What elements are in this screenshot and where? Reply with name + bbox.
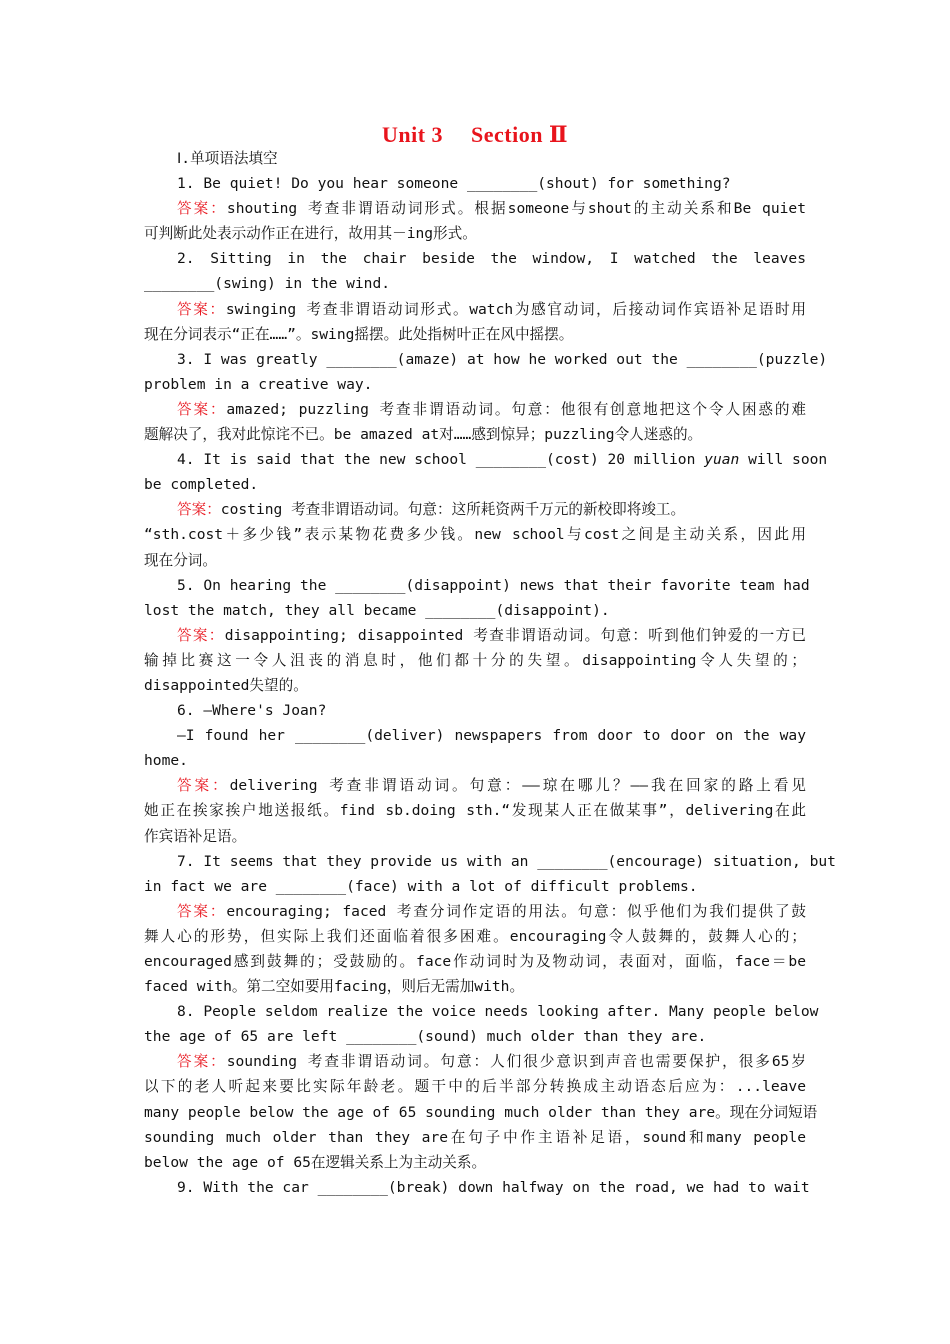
question-7-line-2: in fact we are ________(face) with a lot of difficult problems. <box>144 877 698 895</box>
answer-7-line-3: encouraged感到鼓舞的；受鼓励的。face作动词时为及物动词，表面对，面临，face＝be <box>144 953 806 970</box>
question-7-line-1: 7. It seems that they provide us with an ________(encourage) situation, but <box>177 852 836 870</box>
answer-1-line-1: 答案：shouting 考查非谓语动词形式。根据someone与shout的主动关系和Be quiet <box>177 200 806 218</box>
question-5-line-2: lost the match, they all became ________(disappoint). <box>144 601 610 619</box>
question-4-line-1: 4. It is said that the new school ________(cost) 20 million yuan will soon <box>177 451 828 469</box>
question-6-line-3: home. <box>144 752 188 770</box>
question-8-line-2: the age of 65 are left ________(sound) much older than they are. <box>144 1028 707 1046</box>
answer-7-line-1: 答案：encouraging; faced 考查分词作定语的用法。句意：似乎他们为我们提供了鼓 <box>177 902 806 920</box>
question-1-line-1: 1. Be quiet! Do you hear someone ________(shout) for something? <box>177 175 731 193</box>
answer-label: 答案： <box>177 777 230 795</box>
answer-label: 答案： <box>177 400 227 418</box>
unit-label: Unit 3 <box>381 122 444 147</box>
section-label: Section Ⅱ <box>471 122 569 147</box>
answer-4-line-1: 答案：costing 考查非谓语动词。句意：这所耗资两千万元的新校即将竣工。 <box>177 501 686 519</box>
answer-3-line-2: 题解决了，我对此惊诧不已。be amazed at对……感到惊异；puzzling令人迷惑的。 <box>144 426 703 444</box>
answer-8-line-5: below the age of 65在逻辑关系上为主动关系。 <box>144 1153 487 1171</box>
page-title <box>0 122 950 148</box>
answer-5-line-3: disappointed失望的。 <box>144 676 308 694</box>
answer-label: 答案： <box>177 501 221 519</box>
answer-6-line-1: 答案：delivering 考查非谓语动词。句意：——琼在哪儿？——我在回家的路上看见 <box>177 777 806 795</box>
answer-8-line-1: 答案：sounding 考查非谓语动词。句意：人们很少意识到声音也需要保护，很多65岁 <box>177 1053 806 1071</box>
answer-4-line-3: 现在分词。 <box>144 551 217 569</box>
answer-2-line-2: 现在分词表示“正在……”。swing摇摆。此处指树叶正在风中摇摆。 <box>144 325 574 343</box>
answer-label: 答案： <box>177 626 225 644</box>
answer-8-line-4: sounding much older than they are在句子中作主语补足语，sound和many people <box>144 1128 806 1146</box>
answer-label: 答案： <box>177 902 227 920</box>
answer-8-line-2: 以下的老人听起来要比实际年龄老。题干中的后半部分转换成主动语态后应为：...leave <box>144 1078 806 1096</box>
question-8-line-1: 8. People seldom realize the voice needs looking after. Many people below <box>177 1003 819 1021</box>
question-2-line-1: 2. Sitting in the chair beside the window, I watched the leaves <box>177 250 806 268</box>
answer-5-line-2: 输掉比赛这一令人沮丧的消息时，他们都十分的失望。disappointing令人失望的； <box>144 651 806 669</box>
answer-5-line-1: 答案：disappointing; disappointed 考查非谓语动词。句意：听到他们钟爱的一方已 <box>177 626 806 644</box>
answer-1-line-2: 可判断此处表示动作正在进行，故用其－ing形式。 <box>144 225 477 243</box>
answer-4-line-2: “sth.cost＋多少钱”表示某物花费多少钱。new school与cost之间是主动关系，因此用 <box>144 526 806 544</box>
question-3-line-2: problem in a creative way. <box>144 375 373 393</box>
question-2-line-2: ________(swing) in the wind. <box>144 275 391 293</box>
question-4-line-2: be completed. <box>144 476 259 494</box>
answer-7-line-2: 舞人心的形势，但实际上我们还面临着很多困难。encouraging令人鼓舞的，鼓舞人心的； <box>144 927 806 945</box>
exercise-content <box>144 146 836 1200</box>
answer-6-line-2: 她正在挨家挨户地送报纸。find sb.doing sth.“发现某人正在做某事”，delivering在此 <box>144 802 806 820</box>
section-heading: Ⅰ.单项语法填空 <box>177 150 278 167</box>
answer-8-line-3: many people below the age of 65 sounding much older than they are。现在分词短语 <box>144 1103 818 1121</box>
answer-label: 答案： <box>177 1053 227 1071</box>
question-9-line-1: 9. With the car ________(break) down halfway on the road, we had to wait <box>177 1178 810 1196</box>
answer-2-line-1: 答案：swinging 考查非谓语动词形式。watch为感官动词，后接动词作宾语补足语时用 <box>177 300 806 318</box>
question-5-line-1: 5. On hearing the ________(disappoint) news that their favorite team had <box>177 576 810 594</box>
question-6-line-1: 6. —Where's Joan? <box>177 702 327 720</box>
question-6-line-2: —I found her ________(deliver) newspapers from door to door on the way <box>177 727 806 745</box>
answer-label: 答案： <box>177 300 226 318</box>
question-3-line-1: 3. I was greatly ________(amaze) at how he worked out the ________(puzzle) <box>177 350 828 368</box>
answer-3-line-1: 答案：amazed; puzzling 考查非谓语动词。句意：他很有创意地把这个令人困惑的难 <box>177 400 806 418</box>
answer-6-line-3: 作宾语补足语。 <box>144 827 247 845</box>
answer-label: 答案： <box>177 200 227 218</box>
answer-7-line-4: faced with。第二空如要用facing，则后无需加with。 <box>144 978 525 996</box>
